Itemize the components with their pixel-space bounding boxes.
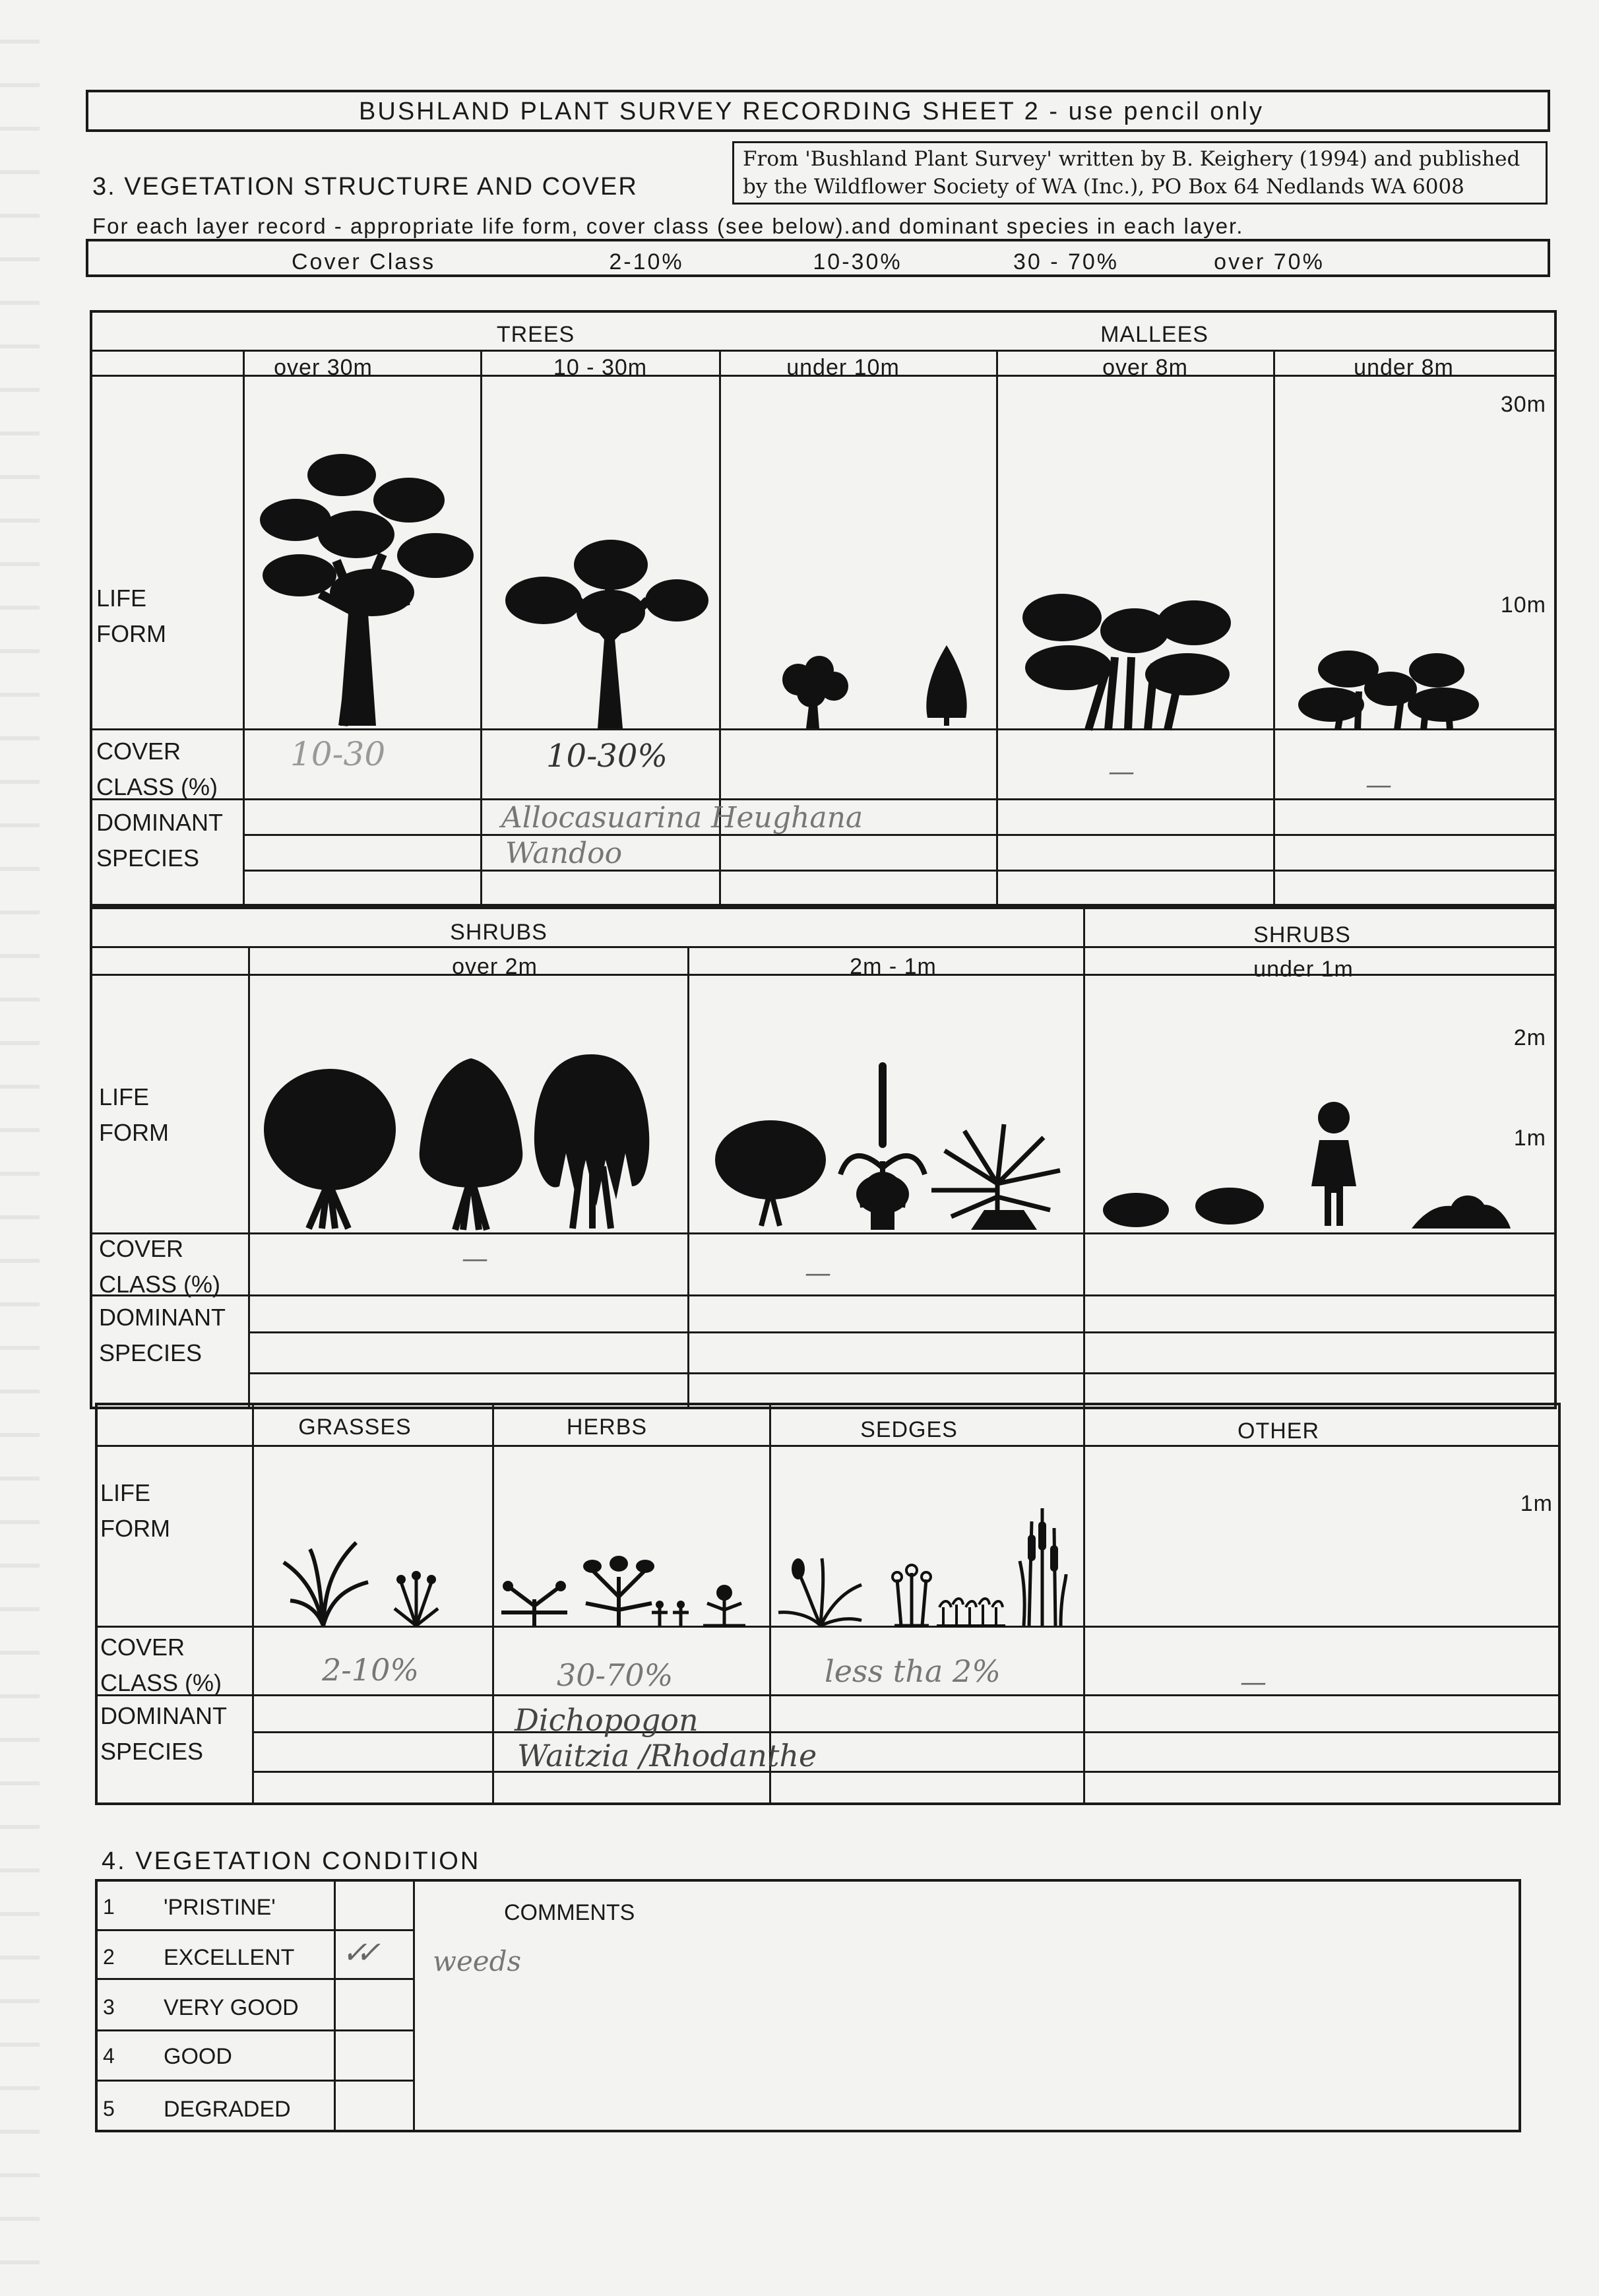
condition-number: 3	[103, 1995, 115, 2019]
cover-value-sedges: less tha 2%	[825, 1653, 1001, 1689]
tree-col-under-10m: under 10m	[786, 355, 900, 380]
section3-heading: 3. VEGETATION STRUCTURE AND COVER	[92, 173, 638, 201]
height-mark-1m-ground: 1m	[1520, 1491, 1553, 1516]
shrub-round-icon	[263, 1064, 397, 1228]
low-shrub-icon-1	[1102, 1189, 1170, 1227]
cover-value-mallees-under-8m: —	[1365, 770, 1392, 800]
comments-label: COMMENTS	[504, 1900, 635, 1925]
shrub-col-2m-1m: 2m - 1m	[850, 954, 937, 979]
shrubs-group-header-right: SHRUBS	[1253, 922, 1351, 947]
rush-icon	[1020, 1508, 1066, 1626]
shrub-col-over-2m: over 2m	[452, 954, 538, 979]
grass-flowering-icon	[388, 1569, 445, 1626]
mallee-small-icon	[1298, 652, 1483, 730]
human-scale-icon	[1306, 1100, 1362, 1227]
sedge-icon-2	[888, 1560, 935, 1626]
condition-number: 2	[103, 1945, 115, 1969]
mallees-group-header: MALLEES	[1100, 322, 1208, 347]
comments-value[interactable]: weeds	[433, 1945, 522, 1977]
height-mark-10m: 10m	[1500, 592, 1546, 618]
condition-label: VERY GOOD	[164, 1995, 299, 2020]
condition-number: 5	[103, 2097, 115, 2121]
shrubs-group-header-left: SHRUBS	[450, 920, 548, 945]
shrub-bush-icon	[715, 1118, 827, 1226]
ground-col-sedges: SEDGES	[860, 1417, 958, 1442]
height-mark-1m: 1m	[1513, 1126, 1546, 1151]
dominant-species-trees-line1: Allocasuarina Heughana	[501, 801, 863, 835]
tree-col-10-30m: 10 - 30m	[553, 355, 648, 380]
source-note-line2: by the Wildflower Society of WA (Inc.), PO Box 64 Nedlands WA 6008	[743, 175, 1464, 199]
cover-value-trees-10-30m: 10-30%	[546, 738, 668, 775]
ground-col-other: OTHER	[1238, 1419, 1319, 1444]
ground-life-form-label: LIFE FORM	[100, 1479, 170, 1542]
sedge-icon-3	[937, 1597, 1005, 1626]
ground-cover-class-label: COVER CLASS (%)	[100, 1634, 222, 1696]
ground-dominant-species-label: DOMINANT SPECIES	[100, 1702, 227, 1765]
grasstree-icon	[840, 1062, 926, 1230]
condition-label: 'PRISTINE'	[164, 1895, 276, 1920]
height-mark-30m: 30m	[1500, 392, 1546, 417]
height-mark-2m: 2m	[1513, 1025, 1546, 1050]
prostrate-shrub-icon	[1412, 1192, 1511, 1228]
condition-label: GOOD	[164, 2044, 232, 2069]
herb-icon-2	[579, 1550, 658, 1626]
herb-icon-1	[501, 1579, 569, 1626]
condition-label: DEGRADED	[164, 2097, 291, 2122]
shrub-dome-icon	[417, 1058, 525, 1230]
shrubs-cover-class-label: COVER CLASS (%)	[99, 1235, 221, 1298]
sedge-icon-1	[778, 1552, 864, 1626]
vegetation-condition-table	[95, 1879, 1521, 2132]
cover-value-grasses: 2-10%	[322, 1652, 420, 1688]
grass-tussock-icon	[277, 1536, 369, 1626]
cover-class-label: Cover Class	[292, 249, 436, 274]
trees-life-form-label: LIFE FORM	[96, 585, 166, 647]
tree-col-over-30m: over 30m	[274, 355, 373, 380]
cover-value-trees-over-30m: 10-30	[290, 735, 386, 773]
palm-shrub-icon	[925, 1124, 1063, 1230]
herb-icon-4	[703, 1583, 745, 1626]
mallee-col-over-8m: over 8m	[1102, 355, 1188, 380]
ground-col-herbs: HERBS	[566, 1415, 648, 1440]
cover-value-herbs: 30-70%	[557, 1657, 674, 1693]
shrub-col-under-1m: under 1m	[1253, 957, 1354, 982]
shrub-weeping-icon	[533, 1054, 650, 1228]
tree-small-icon	[778, 656, 851, 728]
trees-dominant-species-label: DOMINANT SPECIES	[96, 809, 223, 872]
mallee-col-under-8m: under 8m	[1354, 355, 1454, 380]
cover-class-range-3: 30 - 70%	[1013, 249, 1119, 274]
ground-col-grasses: GRASSES	[298, 1415, 412, 1440]
shrubs-life-form-label: LIFE FORM	[99, 1083, 169, 1146]
cover-value-shrubs-over-2m: —	[462, 1244, 488, 1274]
trees-group-header: TREES	[496, 322, 575, 347]
dominant-species-ground-line1: Dichopogon	[515, 1702, 699, 1738]
condition-label: EXCELLENT	[164, 1945, 295, 1970]
tree-conifer-icon	[924, 645, 970, 726]
cover-value-mallees-over-8m: —	[1108, 757, 1135, 787]
dominant-species-ground-line2: Waitzia /Rhodanthe	[517, 1738, 817, 1773]
condition-checkmark: ✓✓	[342, 1934, 369, 1970]
shrubs-dominant-species-label: DOMINANT SPECIES	[99, 1304, 226, 1366]
low-shrub-icon-2	[1194, 1185, 1265, 1226]
tree-medium-icon	[505, 540, 710, 728]
dominant-species-trees-line2: Wandoo	[505, 837, 623, 870]
cover-class-range-1: 2-10%	[609, 249, 684, 274]
cover-value-shrubs-2m-1m: —	[805, 1258, 831, 1289]
mallee-large-icon	[1016, 591, 1240, 730]
tree-tall-icon	[257, 449, 475, 726]
cover-class-range-4: over 70%	[1214, 249, 1325, 274]
section4-heading: 4. VEGETATION CONDITION	[102, 1847, 481, 1875]
sheet-title: BUSHLAND PLANT SURVEY RECORDING SHEET 2 - use pencil only	[359, 98, 1264, 125]
herb-icon-3	[649, 1599, 691, 1626]
cover-class-range-2: 10-30%	[813, 249, 902, 274]
binder-holes	[0, 0, 40, 2296]
condition-number: 4	[103, 2044, 115, 2068]
cover-value-other: —	[1240, 1667, 1267, 1698]
trees-cover-class-label: COVER CLASS (%)	[96, 738, 218, 800]
instructions: For each layer record - appropriate life form, cover class (see below).and dominant species in each layer.	[92, 214, 1244, 238]
source-note-line1: From 'Bushland Plant Survey' written by B. Keighery (1994) and published	[743, 147, 1521, 171]
condition-number: 1	[103, 1895, 115, 1919]
